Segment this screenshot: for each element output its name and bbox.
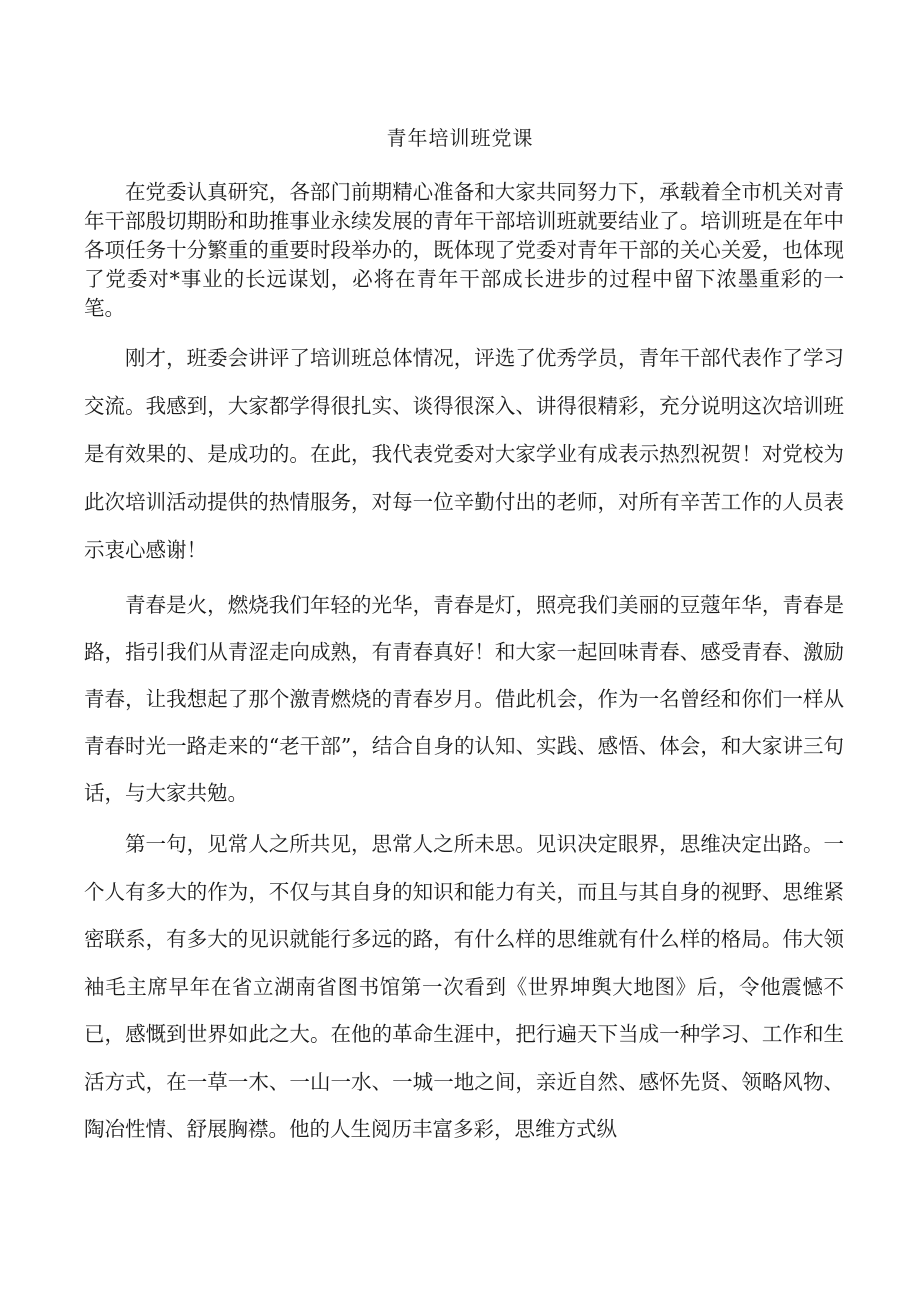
document-title: 青年培训班党课 [386, 126, 534, 150]
paragraph-2: 刚才，班委会讲评了培训班总体情况，评选了优秀学员，青年干部代表作了学习交流。我感到，大家都学得很扎实、谈得很深入、讲得很精彩，充分说明这次培训班是有效果的、是成功的。在此，我代表党委对大家学业有成表示热烈祝贺！对党校为此次培训活动提供的热情服务，对每一位辛勤付出的老师，对所有辛苦工作的人员表示衷心感谢！ [84, 346, 844, 562]
paragraph-4: 第一句，见常人之所共见，思常人之所未思。见识决定眼界，思维决定出路。一个人有多大的作为，不仅与其自身的知识和能力有关，而且与其自身的视野、思维紧密联系，有多大的见识就能行多远的路，有什么样的思维就有什么样的格局。伟大领袖毛主席早年在省立湖南省图书馆第一次看到《世界坤舆大地图》后，令他震憾不已，感慨到世界如此之大。在他的革命生涯中，把行遍天下当成一种学习、工作和生活方式，在一草一木、一山一水、一城一地之间，亲近自然、感怀先贤、领略风物、陶冶性情、舒展胸襟。他的人生阅历丰富多彩，思维方式纵 [84, 832, 844, 1141]
paragraph-1: 在党委认真研究，各部门前期精心准备和大家共同努力下，承载着全市机关对青年干部殷切期盼和助推事业永续发展的青年干部培训班就要结业了。培训班是在年中各项任务十分繁重的重要时段举办的，既体现了党委对青年干部的关心关爱，也体现了党委对*事业的长远谋划，必将在青年干部成长进步的过程中留下浓墨重彩的一笔。 [84, 180, 844, 320]
paragraph-3: 青春是火，燃烧我们年轻的光华，青春是灯，照亮我们美丽的豆蔻年华，青春是路，指引我们从青涩走向成熟，有青春真好！和大家一起回味青春、感受青春、激励青春，让我想起了那个激青燃烧的青春岁月。借此机会，作为一名曾经和你们一样从青春时光一路走来的“老干部”，结合自身的认知、实践、感悟、体会，和大家讲三句话，与大家共勉。 [84, 593, 844, 805]
